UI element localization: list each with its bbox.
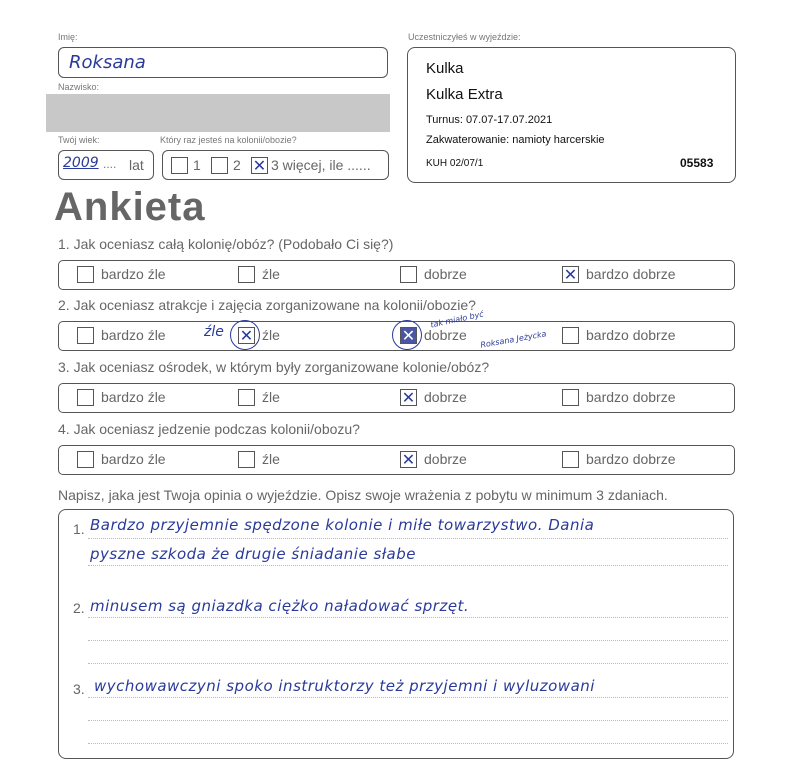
question-1: 1. Jak oceniasz całą kolonię/obóz? (Podobało Ci się?) [58,236,394,252]
q1-label-zle: źle [262,266,280,282]
opinion-3-line-1: wychowawczyni spoko instruktorzy też przyjemni i wyluzowani [94,677,595,695]
opt-1-label: 1 [193,157,201,173]
writing-line [88,697,728,698]
checkbox-3[interactable] [251,157,268,174]
opinion-2-line-1: minusem są gniazdka ciężko naładować sprzęt. [90,597,470,615]
wiek-field[interactable] [58,150,154,180]
q3-opt-dobrze[interactable] [400,389,417,406]
q2-opt-bardzo-zle[interactable] [77,327,94,344]
q2-opt-bardzo-dobrze[interactable] [562,327,579,344]
question-2: 2. Jak oceniasz atrakcje i zajęcia zorganizowane na kolonii/obozie? [58,297,476,313]
q1-label-bardzo-zle: bardzo źle [101,266,166,282]
opinion-prompt: Napisz, jaka jest Twoja opinia o wyjeździe. Opisz swoje wrażenia z pobytu w minimum 3 zdaniach. [58,487,668,503]
trip-name-1: Kulka [426,60,464,77]
scribble-icon: ✕ [239,326,254,345]
check-mark-icon: ✕ [401,388,416,407]
q2-note-tak: tak miało być [429,309,485,330]
writing-line [88,538,728,539]
q2-label-bardzo-zle: bardzo źle [101,327,166,343]
nazwisko-label: Nazwisko: [58,82,100,92]
writing-line [88,565,728,566]
circle-mark-icon [392,320,422,350]
check-mark-icon: ✕ [401,450,416,469]
q2-label-zle: źle [262,327,280,343]
circle-mark-icon [230,320,260,350]
uczestniczyles-label: Uczestniczyłeś w wyjeździe: [408,32,521,42]
q1-label-bardzo-dobrze: bardzo dobrze [586,266,676,282]
wiek-suffix: lat [129,157,144,173]
opinion-1-line-2: pyszne szkoda że drugie śniadanie słabe [90,545,417,563]
q4-opt-bardzo-dobrze[interactable] [562,451,579,468]
page-title: Ankieta [54,185,206,229]
q4-label-bardzo-zle: bardzo źle [101,451,166,467]
q4-opt-bardzo-zle[interactable] [77,451,94,468]
trip-info-box [407,47,736,183]
q4-opt-dobrze[interactable] [400,451,417,468]
q1-opt-dobrze[interactable] [400,266,417,283]
check-mark-icon: ✕ [563,265,578,284]
opinion-1-line-1: Bardzo przyjemnie spędzone kolonie i miłe towarzystwo. Dania [90,516,595,534]
q4-opt-zle[interactable] [238,451,255,468]
checkbox-1[interactable] [171,157,188,174]
trip-name-2: Kulka Extra [426,86,503,103]
ktory-raz-field [162,150,389,180]
check-mark-icon: ✕ [401,326,416,345]
writing-line [88,640,728,641]
wiek-label: Twój wiek: [58,135,100,145]
q2-label-bardzo-dobrze: bardzo dobrze [586,327,676,343]
question-4: 4. Jak oceniasz jedzenie podczas kolonii/obozu? [58,421,360,437]
writing-line [88,617,728,618]
checkbox-2[interactable] [211,157,228,174]
q3-label-bardzo-dobrze: bardzo dobrze [586,389,676,405]
opinion-num-1: 1. [73,521,85,537]
q3-label-dobrze: dobrze [424,389,467,405]
q1-opt-zle[interactable] [238,266,255,283]
imie-field[interactable] [58,47,388,78]
imie-value: Roksana [69,52,146,73]
writing-line [88,663,728,664]
ktory-raz-label: Który raz jesteś na kolonii/obozie? [160,135,297,145]
redacted-surname [46,94,390,132]
opt-3-label: 3 więcej, ile ...... [271,157,371,173]
question-3: 3. Jak oceniasz ośrodek, w którym były zorganizowane kolonie/obóz? [58,359,490,375]
q4-label-bardzo-dobrze: bardzo dobrze [586,451,676,467]
q4-label-dobrze: dobrze [424,451,467,467]
q3-opt-bardzo-zle[interactable] [77,389,94,406]
trip-turnus: Turnus: 07.07-17.07.2021 [426,114,553,126]
trip-code: KUH 02/07/1 [426,158,484,169]
check-mark-icon: ✕ [252,156,267,175]
wiek-dots: .... [103,157,117,171]
opinion-num-2: 2. [73,600,85,616]
q2-note-zle: źle [204,324,224,340]
q3-opt-zle[interactable] [238,389,255,406]
opinion-num-3: 3. [73,681,85,697]
q2-label-dobrze: dobrze [424,327,467,343]
imie-label: Imię: [58,32,78,42]
opt-2-label: 2 [233,157,241,173]
writing-line [88,720,728,721]
trip-zakwaterowanie: Zakwaterowanie: namioty harcerskie [426,134,605,146]
q4-label-zle: źle [262,451,280,467]
q1-opt-bardzo-zle[interactable] [77,266,94,283]
q3-opt-bardzo-dobrze[interactable] [562,389,579,406]
q2-note-signature: Roksana Jeżycka [479,329,548,350]
wiek-value: 2009 [63,155,99,171]
trip-number: 05583 [680,156,714,170]
q1-opt-bardzo-dobrze[interactable] [562,266,579,283]
q3-label-bardzo-zle: bardzo źle [101,389,166,405]
writing-line [88,743,728,744]
q1-label-dobrze: dobrze [424,266,467,282]
q3-label-zle: źle [262,389,280,405]
